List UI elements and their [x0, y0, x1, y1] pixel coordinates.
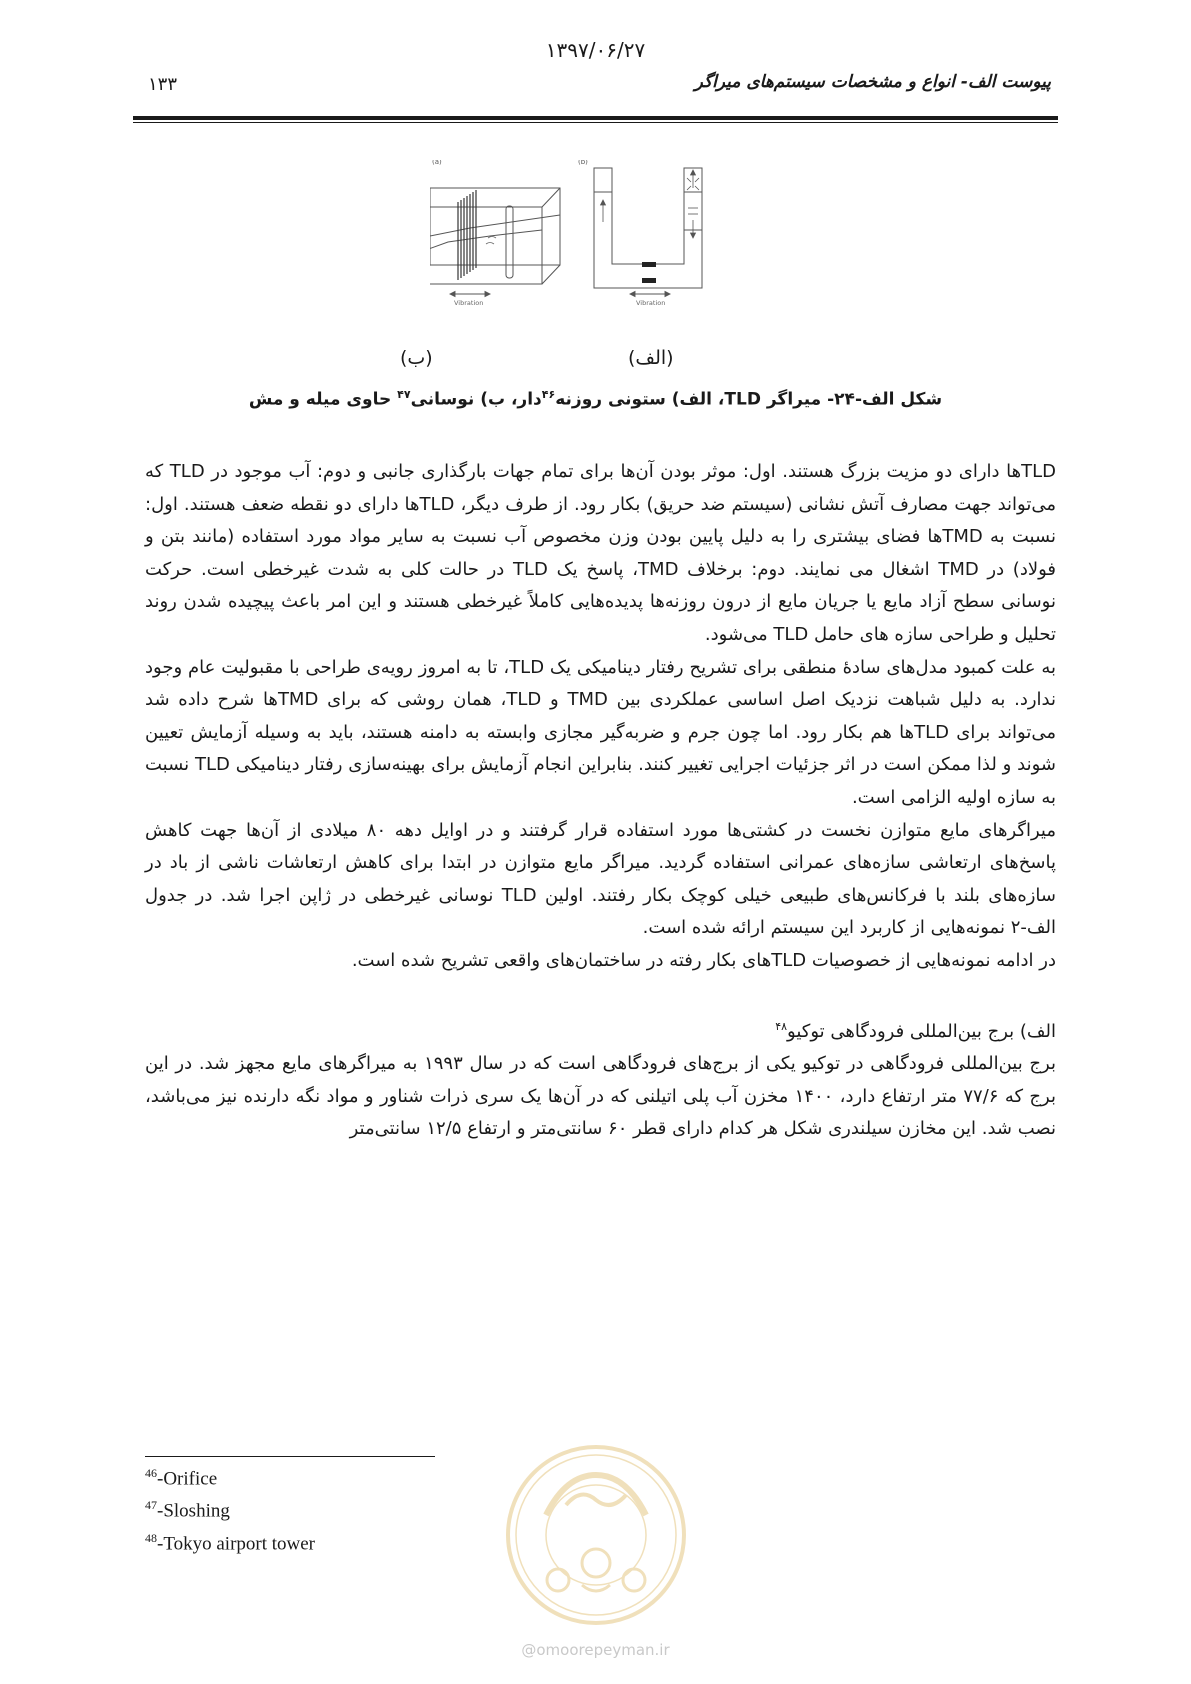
- paragraph-5: برج بین‌المللی فرودگاهی در توکیو یکی از برج‌های فرودگاهی است که در سال ۱۹۹۳ به میراگرهای مایع مجهز شد. در این برج که ۷۷/۶ متر ارتفاع دارد، ۱۴۰۰ مخزن آب پلی اتیلنی که در آن‌ها یک سری ذرات شناور و مواد نگه دارنده نیز می‌باشد، نصب شد. این مخازن سیلندری شکل هر کدام دارای قطر ۶۰ سانتی‌متر و ارتفاع ۱۲/۵ سانتی‌متر: [145, 1053, 1056, 1140]
- vibration-label-right: Vibration: [636, 299, 666, 307]
- vibration-label-left: Vibration: [454, 299, 484, 307]
- subcaption-a: (الف): [628, 347, 674, 369]
- section-footnote-ref-48: ۴۸: [775, 1019, 788, 1033]
- vibration-arrow-right: [630, 292, 670, 297]
- running-title: پیوست الف- انواع و مشخصات سیستم‌های میراگر: [694, 72, 1051, 92]
- caption-footnote-ref-46: ۴۶: [541, 388, 556, 401]
- section-heading-text: الف) برج بین‌المللی فرودگاهی توکیو: [787, 1020, 1056, 1042]
- header-rule-thick: [133, 116, 1058, 120]
- subcaption-b: (ب): [400, 347, 433, 369]
- caption-mid: دار، ب) نوسانی: [410, 389, 542, 410]
- body-text: [145, 456, 1056, 1146]
- orifice-plates: [642, 262, 656, 283]
- figure-caption: [0, 388, 1191, 410]
- watermark: @omoorepeyman.ir: [521, 1641, 670, 1659]
- u-tube-column-drawing: [594, 168, 702, 288]
- caption-end: حاوی میله و مش: [248, 389, 398, 410]
- wave-arrows: [486, 237, 496, 245]
- footnote-47: [145, 1492, 315, 1524]
- paragraph-4: در ادامه نمونه‌هایی از خصوصیات TLDهای بکار رفته در ساختمان‌های واقعی تشریح شده است.: [351, 949, 1056, 971]
- caption-main: شکل الف-۲۴- میراگر TLD، الف) ستونی روزنه: [555, 389, 943, 410]
- publisher-seal-logo: [496, 1435, 696, 1635]
- paragraph-3: میراگرهای مایع متوازن نخست در کشتی‌ها مورد استفاده قرار گرفتند و در اوایل دهه ۸۰ میلادی از آن‌ها جهت کاهش پاسخ‌های ارتعاشی سازه‌های عمرانی استفاده گردید. میراگر مایع متوازن در ابتدا برای کاهش ارتعاشات ناشی از باد در سازه‌های بلند با فرکانس‌های طبیعی خیلی کوچک بکار رفتند. اولین TLD نوسانی غیرخطی در ژاپن اجرا شد. در جدول الف-۲ نمونه‌هایی از کاربرد این سیستم ارائه شده است.: [145, 819, 1057, 939]
- footnote-number: 47: [145, 1498, 157, 1513]
- footnote-text: -Sloshing: [157, 1500, 230, 1522]
- sloshing-tank-drawing: [430, 188, 560, 284]
- footnotes: [145, 1460, 315, 1557]
- page-number: ۱۳۳: [148, 74, 178, 95]
- caption-footnote-ref-47: ۴۷: [397, 388, 411, 401]
- footnote-text: -Tokyo airport tower: [157, 1532, 316, 1554]
- footnote-number: 46: [145, 1466, 157, 1480]
- figure-label-a: (a): [432, 160, 442, 166]
- tld-figure: [430, 160, 770, 340]
- section-gap: [145, 978, 1056, 1016]
- header-rule-thin: [133, 122, 1058, 123]
- paragraph-2: به علت کمبود مدل‌های سادهٔ منطقی برای تشریح رفتار دینامیکی یک TLD، تا به امروز رویه‌ی طراحی با مقبولیت عام وجود ندارد. به دلیل شباهت نزدیک اصل اساسی عملکردی بین TMD و TLD، همان روشی که برای TMDها شرح داده شد می‌تواند برای TLDها هم بکار رود. اما چون جرم و ضربه‌گیر مجازی وابسته به دامنه هستند، باید به وسیله آزمایش تعیین شوند و لذا ممکن است در اثر جزئیات اجرایی تغییر کنند. بنابراین انجام آزمایش برای بهینه‌سازی رفتار دینامیکی TLD نسبت به سازه اولیه الزامی است.: [145, 656, 1057, 808]
- footnote-46: [145, 1460, 315, 1492]
- section-heading: [145, 1016, 1056, 1049]
- figure-label-b: (b): [578, 160, 588, 166]
- paragraph-1: TLDها دارای دو مزیت بزرگ هستند. اول: موثر بودن آن‌ها برای تمام جهات بارگذاری جانبی و دوم: آب موجود در TLD که می‌تواند جهت مصارف آتش نشانی (سیستم ضد حریق) بکار رود. از طرف دیگر، TLDها دارای دو نقطه ضعف هستند. اول: نسبت به TMDها فضای بیشتری را به دلیل پایین بودن وزن مخصوص آب نسبت به سایر مواد مورد استفاده (مانند بتن و فولاد) در TMD اشغال می نمایند. دوم: برخلاف TMD، پاسخ یک TLD در حالت کلی به شدت غیرخطی است. حرکت نوسانی سطح آزاد مایع یا جریان مایع از درون روزنه‌ها پدیده‌هایی کاملاً غیرخطی هستند و این امر باعث پیچیده شدن روند تحلیل و طراحی سازه های حامل TLD می‌شود.: [145, 461, 1057, 645]
- document-date: ۱۳۹۷/۰۶/۲۷: [545, 38, 646, 62]
- footnote-number: 48: [145, 1530, 157, 1545]
- mesh-screen: [458, 190, 476, 280]
- footnote-48: [145, 1525, 315, 1557]
- footnote-rule: [145, 1456, 435, 1457]
- footnote-text: -Orifice: [157, 1468, 218, 1490]
- vibration-arrow-left: [450, 292, 490, 297]
